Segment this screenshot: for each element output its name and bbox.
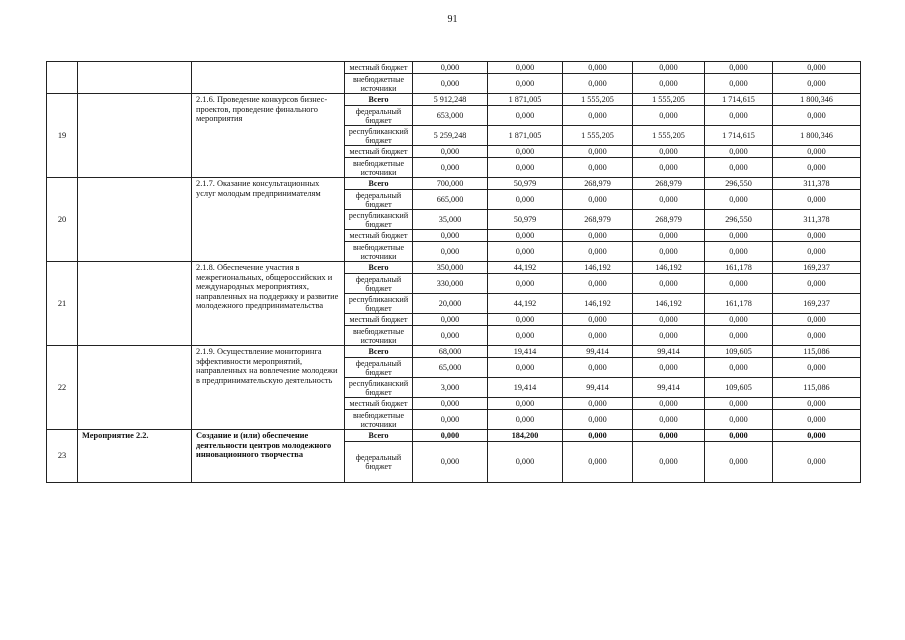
event-cell — [78, 346, 192, 430]
table-row — [47, 346, 861, 358]
amount-cell: 19,414 — [488, 346, 563, 358]
amount-cell: 0,000 — [705, 314, 773, 326]
amount-cell: 0,000 — [413, 430, 488, 442]
table-row — [47, 62, 861, 74]
amount-cell: 3,000 — [413, 378, 488, 398]
amount-cell: 1 800,346 — [773, 126, 861, 146]
amount-cell: 0,000 — [488, 410, 563, 430]
table-row — [47, 430, 861, 442]
amount-cell: 0,000 — [413, 62, 488, 74]
amount-cell: 0,000 — [633, 442, 705, 483]
funding-source-cell: внебюджетные источники — [345, 410, 413, 430]
amount-cell: 0,000 — [633, 190, 705, 210]
funding-source-cell: республиканский бюджет — [345, 294, 413, 314]
funding-source-cell: федеральный бюджет — [345, 106, 413, 126]
amount-cell: 1 555,205 — [563, 126, 633, 146]
amount-cell: 146,192 — [633, 294, 705, 314]
amount-cell: 0,000 — [773, 410, 861, 430]
funding-source-cell: Всего — [345, 178, 413, 190]
funding-source-cell: федеральный бюджет — [345, 274, 413, 294]
amount-cell: 0,000 — [563, 326, 633, 346]
amount-cell: 161,178 — [705, 262, 773, 274]
amount-cell: 0,000 — [773, 158, 861, 178]
funding-source-cell: федеральный бюджет — [345, 358, 413, 378]
amount-cell: 146,192 — [633, 262, 705, 274]
amount-cell: 0,000 — [773, 442, 861, 483]
amount-cell: 1 714,615 — [705, 126, 773, 146]
amount-cell: 0,000 — [563, 62, 633, 74]
amount-cell: 0,000 — [488, 230, 563, 242]
funding-source-cell: Всего — [345, 346, 413, 358]
amount-cell: 0,000 — [633, 410, 705, 430]
amount-cell: 0,000 — [705, 158, 773, 178]
amount-cell: 268,979 — [633, 178, 705, 190]
amount-cell: 0,000 — [773, 326, 861, 346]
amount-cell: 0,000 — [413, 158, 488, 178]
amount-cell: 0,000 — [705, 230, 773, 242]
amount-cell: 50,979 — [488, 178, 563, 190]
amount-cell: 0,000 — [413, 410, 488, 430]
amount-cell: 311,378 — [773, 178, 861, 190]
amount-cell: 0,000 — [705, 358, 773, 378]
amount-cell: 0,000 — [773, 106, 861, 126]
amount-cell: 0,000 — [488, 74, 563, 94]
amount-cell: 0,000 — [773, 398, 861, 410]
amount-cell: 0,000 — [773, 190, 861, 210]
amount-cell: 700,000 — [413, 178, 488, 190]
amount-cell: 0,000 — [563, 190, 633, 210]
amount-cell: 1 871,005 — [488, 94, 563, 106]
amount-cell: 0,000 — [773, 242, 861, 262]
amount-cell: 0,000 — [633, 398, 705, 410]
amount-cell: 0,000 — [705, 190, 773, 210]
measure-name-cell: Создание и (или) обеспечение деятельности центров молодежного инновационного творчества — [192, 430, 345, 483]
amount-cell: 0,000 — [633, 62, 705, 74]
budget-table — [46, 61, 861, 483]
amount-cell: 0,000 — [563, 74, 633, 94]
funding-source-cell: внебюджетные источники — [345, 74, 413, 94]
amount-cell: 0,000 — [563, 158, 633, 178]
funding-source-cell: республиканский бюджет — [345, 378, 413, 398]
funding-source-cell: местный бюджет — [345, 62, 413, 74]
amount-cell: 68,000 — [413, 346, 488, 358]
amount-cell: 0,000 — [488, 158, 563, 178]
amount-cell: 0,000 — [488, 242, 563, 262]
amount-cell: 0,000 — [773, 358, 861, 378]
amount-cell: 0,000 — [705, 242, 773, 262]
amount-cell: 0,000 — [773, 62, 861, 74]
amount-cell: 0,000 — [773, 230, 861, 242]
amount-cell: 0,000 — [563, 314, 633, 326]
amount-cell: 115,086 — [773, 346, 861, 358]
amount-cell: 0,000 — [563, 146, 633, 158]
amount-cell: 99,414 — [633, 378, 705, 398]
amount-cell: 20,000 — [413, 294, 488, 314]
amount-cell: 311,378 — [773, 210, 861, 230]
amount-cell: 0,000 — [633, 314, 705, 326]
funding-source-cell: местный бюджет — [345, 314, 413, 326]
amount-cell: 0,000 — [563, 358, 633, 378]
amount-cell: 0,000 — [705, 62, 773, 74]
amount-cell: 115,086 — [773, 378, 861, 398]
amount-cell: 184,200 — [488, 430, 563, 442]
amount-cell: 0,000 — [488, 190, 563, 210]
amount-cell: 0,000 — [563, 106, 633, 126]
amount-cell: 0,000 — [705, 326, 773, 346]
amount-cell: 0,000 — [773, 146, 861, 158]
page-number: 91 — [447, 14, 458, 25]
amount-cell: 0,000 — [413, 74, 488, 94]
amount-cell: 65,000 — [413, 358, 488, 378]
amount-cell: 50,979 — [488, 210, 563, 230]
amount-cell: 0,000 — [413, 314, 488, 326]
amount-cell: 0,000 — [705, 430, 773, 442]
event-cell — [78, 262, 192, 346]
amount-cell: 0,000 — [705, 274, 773, 294]
event-cell — [78, 94, 192, 178]
amount-cell: 0,000 — [705, 398, 773, 410]
amount-cell: 0,000 — [413, 242, 488, 262]
event-cell — [78, 178, 192, 262]
amount-cell: 0,000 — [563, 230, 633, 242]
funding-source-cell: Всего — [345, 94, 413, 106]
amount-cell: 169,237 — [773, 262, 861, 274]
measure-name-cell — [192, 62, 345, 94]
amount-cell: 1 555,205 — [633, 126, 705, 146]
amount-cell: 0,000 — [488, 326, 563, 346]
amount-cell: 0,000 — [633, 242, 705, 262]
measure-name-cell: 2.1.8. Обеспечение участия в межрегиональных, общероссийских и международных мероприятиях, направленных на поддержку и развитие молодежного предпринимательства — [192, 262, 345, 346]
row-number-cell: 21 — [47, 262, 78, 346]
table-row — [47, 262, 861, 274]
amount-cell: 0,000 — [705, 106, 773, 126]
event-cell: Мероприятие 2.2. — [78, 430, 192, 483]
amount-cell: 0,000 — [773, 74, 861, 94]
amount-cell: 146,192 — [563, 294, 633, 314]
amount-cell: 0,000 — [413, 442, 488, 483]
amount-cell: 35,000 — [413, 210, 488, 230]
amount-cell: 0,000 — [633, 158, 705, 178]
amount-cell: 0,000 — [633, 106, 705, 126]
funding-source-cell: внебюджетные источники — [345, 242, 413, 262]
amount-cell: 268,979 — [563, 178, 633, 190]
amount-cell: 0,000 — [773, 314, 861, 326]
amount-cell: 0,000 — [488, 442, 563, 483]
row-number-cell: 20 — [47, 178, 78, 262]
amount-cell: 296,550 — [705, 210, 773, 230]
amount-cell: 0,000 — [563, 274, 633, 294]
amount-cell: 1 555,205 — [563, 94, 633, 106]
amount-cell: 1 714,615 — [705, 94, 773, 106]
amount-cell: 0,000 — [488, 146, 563, 158]
amount-cell: 0,000 — [633, 274, 705, 294]
amount-cell: 0,000 — [563, 410, 633, 430]
funding-source-cell: Всего — [345, 262, 413, 274]
amount-cell: 1 555,205 — [633, 94, 705, 106]
amount-cell: 0,000 — [633, 74, 705, 94]
amount-cell: 0,000 — [563, 430, 633, 442]
amount-cell: 0,000 — [413, 230, 488, 242]
measure-name-cell: 2.1.6. Проведение конкурсов бизнес-проектов, проведение финального мероприятия — [192, 94, 345, 178]
amount-cell: 0,000 — [413, 326, 488, 346]
amount-cell: 99,414 — [563, 378, 633, 398]
amount-cell: 0,000 — [633, 358, 705, 378]
amount-cell: 0,000 — [413, 146, 488, 158]
row-number-cell: 19 — [47, 94, 78, 178]
amount-cell: 1 800,346 — [773, 94, 861, 106]
amount-cell: 0,000 — [773, 274, 861, 294]
row-number-cell: 23 — [47, 430, 78, 483]
funding-source-cell: местный бюджет — [345, 398, 413, 410]
amount-cell: 0,000 — [488, 62, 563, 74]
funding-source-cell: республиканский бюджет — [345, 210, 413, 230]
measure-name-cell: 2.1.7. Оказание консультационных услуг молодым предпринимателям — [192, 178, 345, 262]
amount-cell: 99,414 — [633, 346, 705, 358]
amount-cell: 665,000 — [413, 190, 488, 210]
amount-cell: 44,192 — [488, 294, 563, 314]
amount-cell: 0,000 — [705, 74, 773, 94]
amount-cell: 330,000 — [413, 274, 488, 294]
amount-cell: 0,000 — [633, 430, 705, 442]
measure-name-cell: 2.1.9. Осуществление мониторинга эффективности мероприятий, направленных на вовлечение молодежи в предпринимательскую деятельность — [192, 346, 345, 430]
funding-source-cell: республиканский бюджет — [345, 126, 413, 146]
amount-cell: 99,414 — [563, 346, 633, 358]
amount-cell: 0,000 — [633, 326, 705, 346]
amount-cell: 0,000 — [773, 430, 861, 442]
amount-cell: 0,000 — [633, 230, 705, 242]
amount-cell: 0,000 — [488, 106, 563, 126]
amount-cell: 653,000 — [413, 106, 488, 126]
funding-source-cell: федеральный бюджет — [345, 190, 413, 210]
amount-cell: 19,414 — [488, 378, 563, 398]
amount-cell: 161,178 — [705, 294, 773, 314]
amount-cell: 5 912,248 — [413, 94, 488, 106]
amount-cell: 0,000 — [705, 410, 773, 430]
amount-cell: 0,000 — [488, 398, 563, 410]
amount-cell: 0,000 — [488, 358, 563, 378]
amount-cell: 5 259,248 — [413, 126, 488, 146]
table-row — [47, 178, 861, 190]
amount-cell: 109,605 — [705, 346, 773, 358]
amount-cell: 296,550 — [705, 178, 773, 190]
funding-source-cell: Всего — [345, 430, 413, 442]
amount-cell: 268,979 — [563, 210, 633, 230]
amount-cell: 0,000 — [488, 314, 563, 326]
amount-cell: 0,000 — [563, 442, 633, 483]
amount-cell: 0,000 — [563, 398, 633, 410]
amount-cell: 0,000 — [705, 146, 773, 158]
amount-cell: 0,000 — [488, 274, 563, 294]
funding-source-cell: местный бюджет — [345, 146, 413, 158]
amount-cell: 0,000 — [705, 442, 773, 483]
amount-cell: 44,192 — [488, 262, 563, 274]
funding-source-cell: местный бюджет — [345, 230, 413, 242]
amount-cell: 109,605 — [705, 378, 773, 398]
amount-cell: 1 871,005 — [488, 126, 563, 146]
amount-cell: 169,237 — [773, 294, 861, 314]
row-number-cell: 22 — [47, 346, 78, 430]
amount-cell: 268,979 — [633, 210, 705, 230]
amount-cell: 350,000 — [413, 262, 488, 274]
table-row — [47, 94, 861, 106]
amount-cell: 146,192 — [563, 262, 633, 274]
amount-cell: 0,000 — [563, 242, 633, 262]
amount-cell: 0,000 — [413, 398, 488, 410]
amount-cell: 0,000 — [633, 146, 705, 158]
row-number-cell — [47, 62, 78, 94]
funding-source-cell: федеральный бюджет — [345, 442, 413, 483]
funding-source-cell: внебюджетные источники — [345, 326, 413, 346]
event-cell — [78, 62, 192, 94]
funding-source-cell: внебюджетные источники — [345, 158, 413, 178]
